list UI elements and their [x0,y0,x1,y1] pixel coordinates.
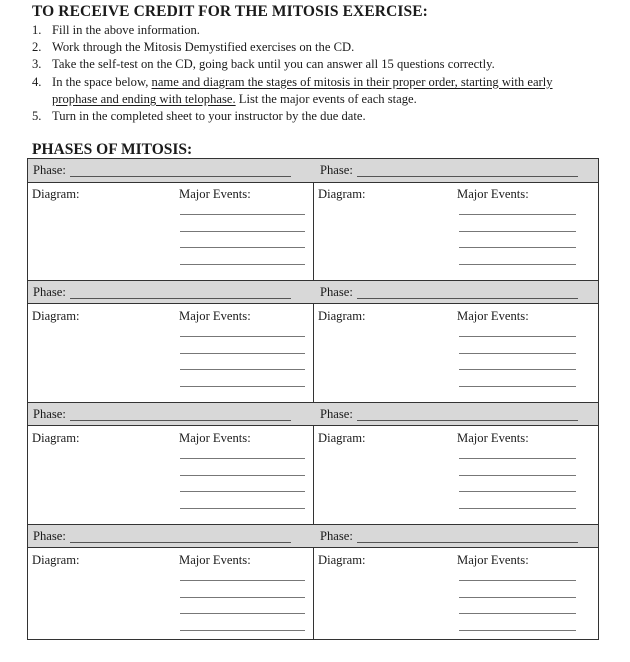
major-event-line[interactable] [459,491,576,492]
major-event-line[interactable] [459,508,576,509]
phase-label: Phase: [320,406,353,421]
instruction-number: 1. [32,23,42,37]
instruction-number: 5. [32,109,42,124]
instruction-text-plain: In the space below, [52,74,152,89]
major-event-line[interactable] [459,458,576,459]
phase-label: Phase: [33,528,66,543]
phase-label: Phase: [33,284,66,299]
major-event-line[interactable] [180,613,305,614]
instruction-text [52,74,592,108]
instruction-number: 3. [32,57,42,72]
instruction-text [52,56,592,73]
column-divider [313,159,314,639]
diagram-label: Diagram: [318,187,366,201]
diagram-label: Diagram: [32,309,80,323]
instruction-text-plain: Take the self-test on the CD, going back until you can answer all 15 questions correctly. [52,57,495,72]
phase-name-field[interactable] [33,159,291,182]
major-event-line[interactable] [180,247,305,248]
major-event-line[interactable] [180,231,305,232]
phase-label: Phase: [320,163,353,177]
phase-name-field[interactable] [320,525,578,547]
diagram-label: Diagram: [32,553,80,567]
phase-label: Phase: [320,528,353,543]
major-event-line[interactable] [180,580,305,581]
major-event-line[interactable] [180,214,305,215]
instructions-list [32,22,592,125]
major-event-line[interactable] [459,613,576,614]
phase-label: Phase: [33,163,66,177]
phase-header-row [28,159,598,183]
phase-name-field[interactable] [320,403,578,425]
phase-blank-line[interactable] [70,288,291,299]
instruction-text-plain: Turn in the completed sheet to your instructor by the due date. [52,109,366,124]
phase-blank-line[interactable] [70,532,291,543]
major-event-line[interactable] [459,475,576,476]
major-event-line[interactable] [180,386,305,387]
instruction-item [32,39,592,56]
major-event-line[interactable] [180,264,305,265]
major-event-line[interactable] [459,247,576,248]
diagram-label: Diagram: [318,431,366,445]
major-events-label: Major Events: [179,553,251,567]
major-event-line[interactable] [459,336,576,337]
major-events-label: Major Events: [179,309,251,323]
phases-grid [27,158,599,640]
major-event-line[interactable] [180,508,305,509]
instruction-text [52,39,592,56]
phase-blank-line[interactable] [357,532,578,543]
diagram-label: Diagram: [32,431,80,445]
phase-header-row [28,524,598,548]
major-event-line[interactable] [459,630,576,631]
phase-header-row [28,402,598,426]
diagram-label: Diagram: [318,309,366,323]
instruction-text-after: List the major events of each stage. [235,91,417,106]
major-event-line[interactable] [459,597,576,598]
phase-name-field[interactable] [33,281,291,303]
instruction-text-underlined: name and diagram the stages of mitosis in their proper order, starting with early prophase and ending with telophase. [52,74,553,106]
diagram-label: Diagram: [32,187,80,201]
major-events-label: Major Events: [457,431,529,445]
major-events-label: Major Events: [179,187,251,201]
major-event-line[interactable] [459,580,576,581]
major-events-label: Major Events: [179,431,251,445]
major-event-line[interactable] [180,353,305,354]
instruction-item [32,22,592,39]
major-event-line[interactable] [459,214,576,215]
phase-name-field[interactable] [320,159,578,182]
phase-name-field[interactable] [33,525,291,547]
phases-section-title: PHASES OF MITOSIS: [32,141,193,158]
phase-header-row [28,280,598,304]
major-events-label: Major Events: [457,553,529,567]
phase-blank-line[interactable] [357,288,578,299]
major-events-label: Major Events: [457,187,529,201]
major-event-line[interactable] [180,336,305,337]
diagram-label: Diagram: [318,553,366,567]
phase-label: Phase: [320,284,353,299]
major-event-line[interactable] [180,475,305,476]
instruction-text [52,22,592,39]
instruction-item [32,56,592,73]
phase-name-field[interactable] [33,403,291,425]
phase-blank-line[interactable] [70,410,291,421]
major-event-line[interactable] [459,264,576,265]
major-event-line[interactable] [459,369,576,370]
instruction-text [52,108,592,125]
major-event-line[interactable] [180,597,305,598]
instruction-text-plain: Work through the Mitosis Demystified exercises on the CD. [52,40,355,55]
instruction-number: 4. [32,74,42,89]
phase-blank-line[interactable] [70,166,291,177]
instruction-item [32,108,592,125]
major-event-line[interactable] [180,369,305,370]
instruction-number: 2. [32,40,42,55]
major-events-label: Major Events: [457,309,529,323]
phase-blank-line[interactable] [357,166,578,177]
instruction-text-plain: Fill in the above information. [52,23,200,37]
major-event-line[interactable] [180,458,305,459]
major-event-line[interactable] [459,386,576,387]
major-event-line[interactable] [180,491,305,492]
phase-name-field[interactable] [320,281,578,303]
major-event-line[interactable] [459,353,576,354]
instruction-item [32,74,592,108]
exercise-title: TO RECEIVE CREDIT FOR THE MITOSIS EXERCISE: [32,3,428,20]
major-event-line[interactable] [459,231,576,232]
phase-blank-line[interactable] [357,410,578,421]
phase-label: Phase: [33,406,66,421]
major-event-line[interactable] [180,630,305,631]
